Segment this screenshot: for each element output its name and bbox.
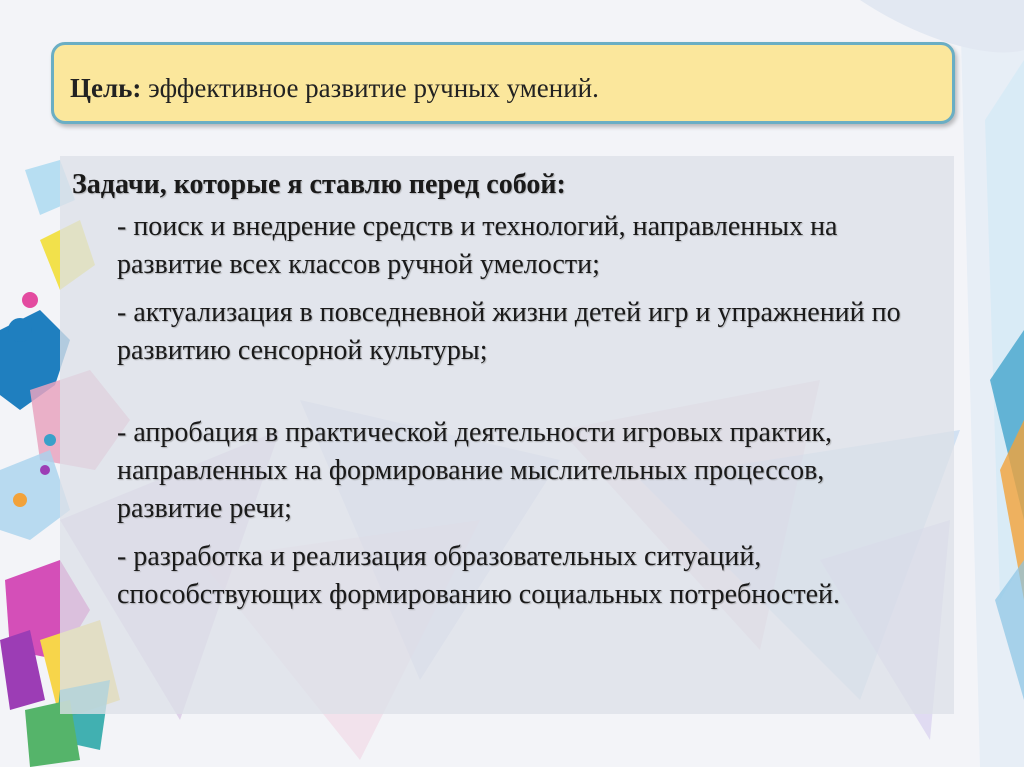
- tasks-panel: [60, 156, 954, 714]
- tasks-title: Задачи, которые я ставлю перед собой:: [72, 169, 566, 200]
- goal-box: [51, 42, 955, 124]
- task-item-3: - апробация в практической деятельности игровых практик, направленных на формирование мыслительных процессов, развитие речи;: [117, 417, 833, 524]
- goal-text: эффективное развитие ручных умений.: [148, 73, 599, 103]
- task-item-2: - актуализация в повседневной жизни детей игр и упражнений по развитию сенсорной культуры;: [117, 297, 901, 366]
- goal-label: Цель:: [70, 73, 142, 103]
- task-item-4: - разработка и реализация образовательных ситуаций, способствующих формированию социальных потребностей.: [117, 541, 840, 610]
- task-item-1: - поиск и внедрение средств и технологий, направленных на развитие всех классов ручной умелости;: [117, 211, 838, 280]
